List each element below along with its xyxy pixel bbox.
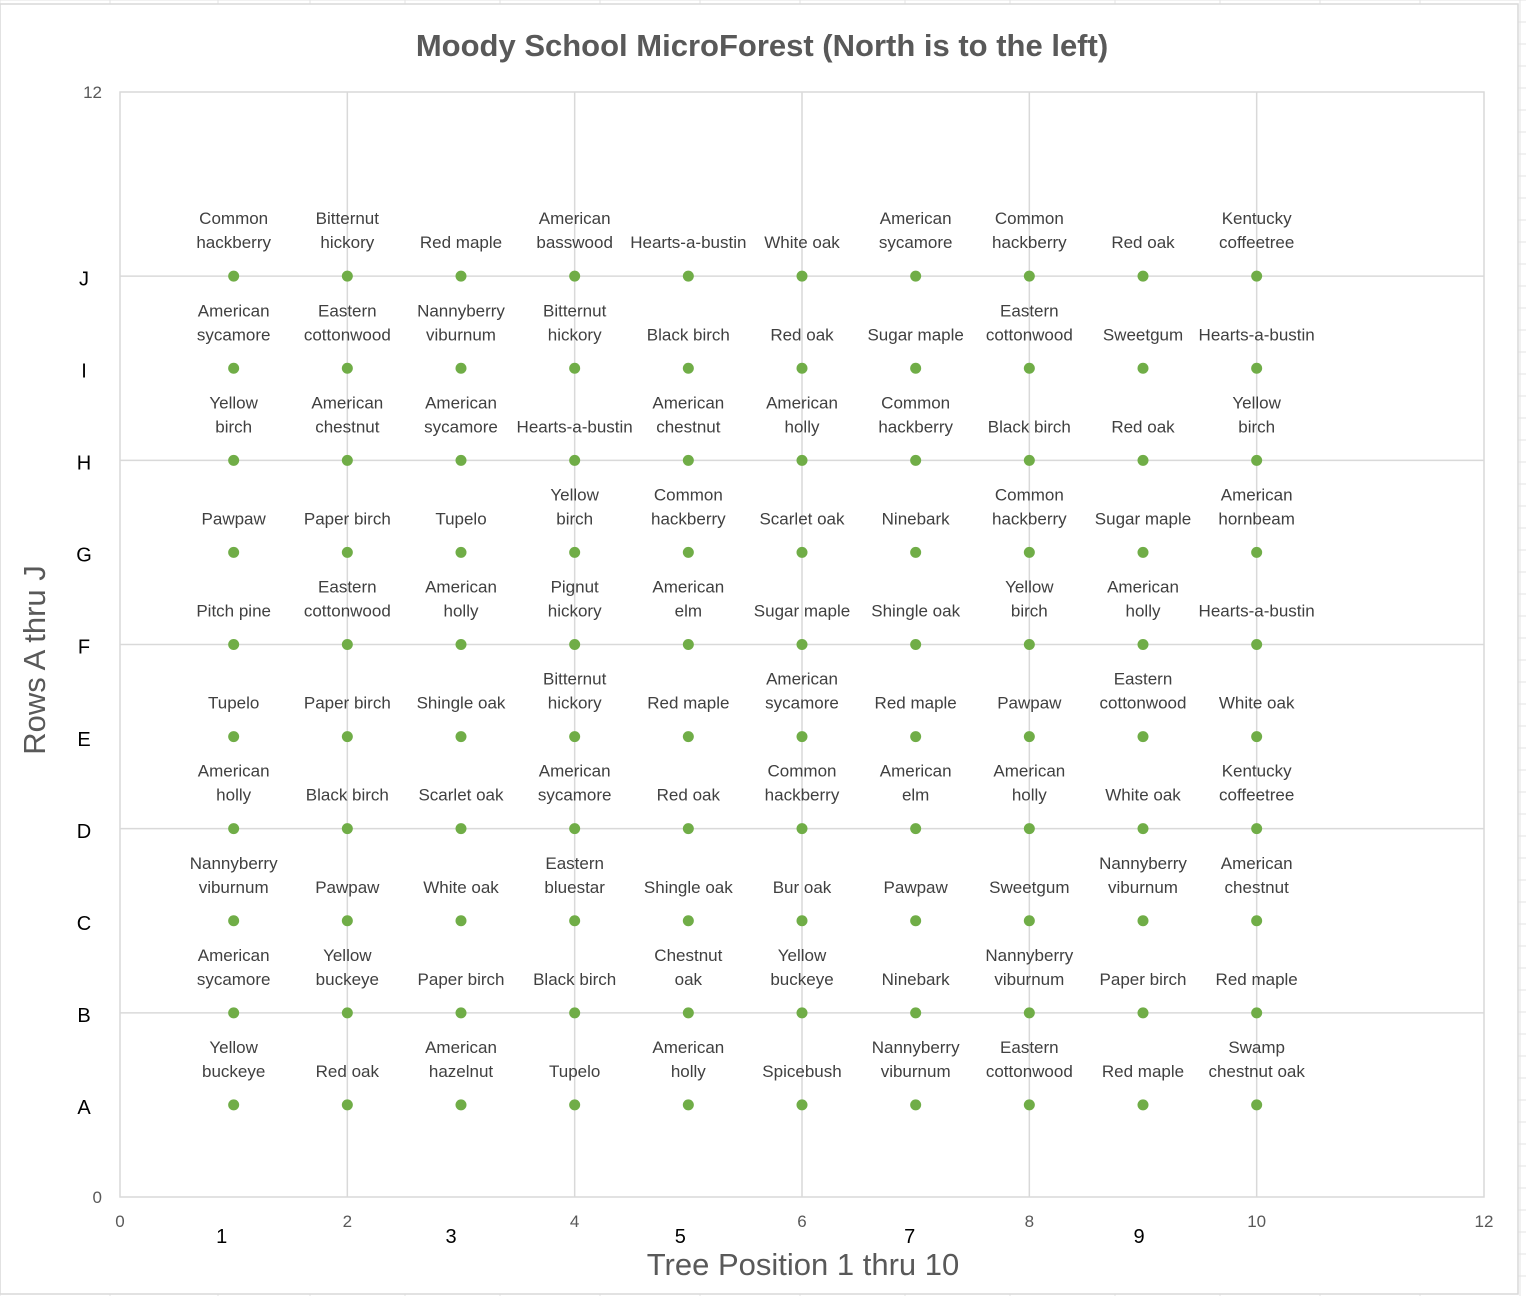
tree-marker bbox=[569, 1099, 580, 1110]
tree-label: Nannyberry viburnum bbox=[1099, 853, 1187, 897]
tree-label: Sugar maple bbox=[753, 601, 851, 621]
row-letter-label: B bbox=[77, 1005, 91, 1028]
tree-label: Red maple bbox=[419, 233, 503, 253]
tree-marker bbox=[797, 455, 808, 466]
tree-marker bbox=[569, 547, 580, 558]
tree-marker bbox=[569, 363, 580, 374]
tree-label: American elm bbox=[879, 761, 952, 805]
tree-label: American chestnut bbox=[311, 393, 384, 437]
tree-label: American elm bbox=[652, 577, 725, 621]
tree-label: Paper birch bbox=[417, 969, 505, 989]
tree-marker bbox=[1024, 455, 1035, 466]
tree-label: Black birch bbox=[305, 785, 389, 805]
tree-marker bbox=[1251, 547, 1262, 558]
tree-label: Common hackberry bbox=[651, 485, 726, 529]
tree-label: Nannyberry viburnum bbox=[417, 301, 505, 345]
tree-label: American holly bbox=[993, 761, 1066, 805]
tree-marker bbox=[456, 823, 467, 834]
tree-marker bbox=[1138, 915, 1149, 926]
tree-label: Hearts-a-bustin bbox=[1198, 325, 1315, 345]
tree-marker bbox=[569, 271, 580, 282]
row-letter-label: C bbox=[76, 912, 92, 935]
tree-marker bbox=[228, 363, 239, 374]
tree-label: Pitch pine bbox=[196, 601, 272, 621]
tree-label: Pawpaw bbox=[997, 693, 1062, 713]
tree-marker bbox=[342, 823, 353, 834]
tree-marker bbox=[456, 1099, 467, 1110]
tree-marker bbox=[342, 363, 353, 374]
tree-label: Yellow buckeye bbox=[202, 1037, 266, 1081]
tree-label: Red maple bbox=[647, 693, 730, 713]
tree-label: Scarlet oak bbox=[418, 785, 504, 805]
tree-marker bbox=[228, 639, 239, 650]
y-axis-label: Rows A thru J bbox=[17, 565, 52, 755]
column-number-label: 9 bbox=[1133, 1226, 1145, 1248]
chart-frame bbox=[0, 4, 1518, 1294]
tree-marker bbox=[342, 547, 353, 558]
tree-marker bbox=[910, 455, 921, 466]
tree-label: Common hackberry bbox=[764, 761, 840, 805]
tree-marker bbox=[683, 1099, 694, 1110]
tree-label: White oak bbox=[423, 877, 499, 897]
tree-marker bbox=[910, 915, 921, 926]
tree-label: Hearts-a-bustin bbox=[516, 417, 633, 437]
tree-label: American holly bbox=[652, 1037, 725, 1081]
tree-marker bbox=[456, 455, 467, 466]
x-tick-label: 12 bbox=[1474, 1212, 1494, 1231]
row-letter-label: I bbox=[81, 360, 87, 383]
tree-marker bbox=[456, 1007, 467, 1018]
tree-marker bbox=[228, 455, 239, 466]
tree-marker bbox=[456, 547, 467, 558]
tree-label: Ninebark bbox=[881, 509, 950, 529]
tree-marker bbox=[456, 363, 467, 374]
tree-label: Sugar maple bbox=[1094, 509, 1192, 529]
tree-marker bbox=[797, 1099, 808, 1110]
tree-label: Bur oak bbox=[772, 877, 832, 897]
tree-label: Nannyberry viburnum bbox=[871, 1037, 960, 1081]
tree-marker bbox=[1024, 823, 1035, 834]
row-letter-label: F bbox=[77, 636, 91, 659]
tree-label: White oak bbox=[1105, 785, 1181, 805]
x-tick-label: 10 bbox=[1247, 1212, 1267, 1231]
tree-label: Yellow buckeye bbox=[770, 945, 834, 989]
tree-marker bbox=[1024, 639, 1035, 650]
tree-label: Red oak bbox=[315, 1061, 379, 1081]
tree-marker bbox=[797, 271, 808, 282]
tree-marker bbox=[228, 1007, 239, 1018]
tree-marker bbox=[1138, 363, 1149, 374]
tree-label: Kentucky coffeetree bbox=[1219, 761, 1295, 805]
tree-label: Yellow buckeye bbox=[315, 945, 379, 989]
tree-label: Bitternut hickory bbox=[315, 209, 379, 253]
tree-label: Tupelo bbox=[207, 693, 260, 713]
column-number-label: 5 bbox=[674, 1226, 686, 1248]
tree-marker bbox=[342, 1099, 353, 1110]
tree-label: Common hackberry bbox=[196, 209, 271, 253]
tree-marker bbox=[797, 363, 808, 374]
tree-marker bbox=[569, 915, 580, 926]
tree-marker bbox=[1024, 547, 1035, 558]
y-tick-label: 0 bbox=[92, 1188, 102, 1207]
tree-label: Nannyberry viburnum bbox=[189, 853, 278, 897]
tree-marker bbox=[1251, 271, 1262, 282]
tree-marker bbox=[683, 455, 694, 466]
x-tick-label: 6 bbox=[797, 1212, 807, 1231]
row-letter-label: H bbox=[76, 452, 92, 475]
tree-label: American sycamore bbox=[765, 669, 839, 713]
tree-label: Sugar maple bbox=[867, 325, 964, 345]
tree-label: Eastern cottonwood bbox=[985, 1037, 1073, 1081]
row-letter-label: G bbox=[76, 544, 92, 567]
tree-label: Red oak bbox=[770, 325, 834, 345]
tree-label: Yellow birch bbox=[550, 485, 599, 529]
tree-label: Red maple bbox=[874, 693, 957, 713]
tree-marker bbox=[910, 731, 921, 742]
tree-marker bbox=[1251, 1099, 1262, 1110]
tree-marker bbox=[456, 639, 467, 650]
tree-label: Pawpaw bbox=[201, 509, 266, 529]
tree-marker bbox=[228, 823, 239, 834]
x-tick-label: 0 bbox=[115, 1212, 125, 1231]
tree-marker bbox=[228, 731, 239, 742]
tree-marker bbox=[910, 639, 921, 650]
tree-label: Common hackberry bbox=[992, 485, 1067, 529]
tree-label: American hazelnut bbox=[425, 1037, 497, 1081]
tree-label: White oak bbox=[1218, 693, 1295, 713]
x-tick-label: 2 bbox=[342, 1212, 353, 1231]
tree-marker bbox=[797, 639, 808, 650]
chart-title: Moody School MicroForest (North is to the left) bbox=[415, 28, 1109, 63]
tree-marker bbox=[797, 915, 808, 926]
tree-marker bbox=[1251, 639, 1262, 650]
tree-marker bbox=[456, 271, 467, 282]
tree-label: Eastern cottonwood bbox=[303, 577, 391, 621]
tree-marker bbox=[569, 455, 580, 466]
tree-label: Pawpaw bbox=[315, 877, 380, 897]
tree-label: Red oak bbox=[1111, 417, 1175, 437]
tree-label: Sweetgum bbox=[1102, 325, 1184, 345]
tree-marker bbox=[228, 547, 239, 558]
tree-label: Chestnut oak bbox=[654, 945, 723, 989]
tree-marker bbox=[1138, 639, 1149, 650]
tree-label: American holly bbox=[1107, 577, 1179, 621]
x-tick-label: 8 bbox=[1024, 1212, 1035, 1231]
tree-label: Red maple bbox=[1215, 969, 1298, 989]
row-letter-label: D bbox=[76, 820, 92, 843]
tree-label: Black birch bbox=[646, 325, 730, 345]
tree-label: American hornbeam bbox=[1218, 485, 1295, 529]
tree-label: Eastern bluestar bbox=[544, 853, 605, 897]
tree-marker bbox=[342, 1007, 353, 1018]
tree-marker bbox=[1138, 547, 1149, 558]
tree-label: Paper birch bbox=[303, 693, 391, 713]
tree-marker bbox=[1138, 455, 1149, 466]
tree-label: Pawpaw bbox=[883, 877, 948, 897]
tree-label: American sycamore bbox=[424, 393, 498, 437]
tree-marker bbox=[683, 915, 694, 926]
tree-marker bbox=[797, 731, 808, 742]
tree-marker bbox=[910, 823, 921, 834]
tree-marker bbox=[683, 363, 694, 374]
tree-marker bbox=[910, 271, 921, 282]
tree-label: American sycamore bbox=[537, 761, 612, 805]
tree-marker bbox=[683, 731, 694, 742]
tree-marker bbox=[456, 915, 467, 926]
tree-label: American chestnut bbox=[652, 393, 725, 437]
x-axis-label: Tree Position 1 thru 10 bbox=[646, 1247, 960, 1282]
column-number-label: 1 bbox=[216, 1226, 228, 1248]
tree-label: American basswood bbox=[536, 209, 613, 253]
tree-label: Kentucky coffeetree bbox=[1219, 209, 1295, 253]
tree-label: Yellow birch bbox=[1232, 393, 1281, 437]
tree-marker bbox=[1251, 455, 1262, 466]
tree-marker bbox=[797, 823, 808, 834]
tree-marker bbox=[1024, 915, 1035, 926]
tree-label: Bitternut hickory bbox=[543, 301, 607, 345]
tree-marker bbox=[228, 271, 239, 282]
tree-label: Scarlet oak bbox=[759, 509, 845, 529]
tree-marker bbox=[569, 731, 580, 742]
tree-marker bbox=[797, 1007, 808, 1018]
tree-label: Ninebark bbox=[881, 969, 950, 989]
tree-marker bbox=[1251, 1007, 1262, 1018]
tree-marker bbox=[1138, 731, 1149, 742]
tree-marker bbox=[342, 731, 353, 742]
tree-marker bbox=[910, 1099, 921, 1110]
tree-label: Red oak bbox=[1111, 233, 1175, 253]
tree-marker bbox=[683, 1007, 694, 1018]
tree-label: American sycamore bbox=[196, 301, 271, 345]
tree-label: Paper birch bbox=[303, 509, 391, 529]
tree-marker bbox=[456, 731, 467, 742]
tree-label: Eastern cottonwood bbox=[1099, 669, 1187, 713]
column-number-label: 3 bbox=[445, 1226, 457, 1248]
tree-label: American holly bbox=[197, 761, 270, 805]
tree-marker bbox=[1138, 1099, 1149, 1110]
tree-marker bbox=[683, 639, 694, 650]
tree-label: Shingle oak bbox=[871, 601, 961, 621]
x-tick-label: 4 bbox=[569, 1212, 580, 1231]
tree-label: Spicebush bbox=[762, 1061, 842, 1081]
row-letter-label: J bbox=[79, 268, 89, 291]
tree-marker bbox=[342, 639, 353, 650]
tree-marker bbox=[1024, 363, 1035, 374]
tree-marker bbox=[1024, 1007, 1035, 1018]
row-letter-label: E bbox=[77, 728, 91, 751]
tree-marker bbox=[910, 363, 921, 374]
tree-label: Tupelo bbox=[548, 1061, 601, 1081]
tree-marker bbox=[569, 1007, 580, 1018]
tree-label: American holly bbox=[425, 577, 497, 621]
tree-label: Red oak bbox=[656, 785, 720, 805]
tree-marker bbox=[228, 915, 239, 926]
tree-label: Yellow birch bbox=[1005, 577, 1054, 621]
column-number-label: 7 bbox=[904, 1226, 916, 1248]
tree-label: Swamp chestnut oak bbox=[1208, 1037, 1305, 1081]
tree-marker bbox=[342, 915, 353, 926]
tree-label: Bitternut hickory bbox=[543, 669, 607, 713]
tree-label: Black birch bbox=[987, 417, 1071, 437]
tree-label: Paper birch bbox=[1099, 969, 1187, 989]
tree-label: American holly bbox=[766, 393, 838, 437]
tree-marker bbox=[910, 1007, 921, 1018]
tree-marker bbox=[1138, 1007, 1149, 1018]
tree-marker bbox=[1251, 731, 1262, 742]
tree-label: Common hackberry bbox=[992, 209, 1067, 253]
tree-marker bbox=[569, 823, 580, 834]
tree-marker bbox=[1251, 915, 1262, 926]
tree-label: Hearts-a-bustin bbox=[630, 233, 747, 253]
tree-label: American sycamore bbox=[878, 209, 953, 253]
y-tick-label: 12 bbox=[83, 83, 102, 102]
tree-marker bbox=[683, 547, 694, 558]
tree-marker bbox=[342, 271, 353, 282]
tree-label: Red maple bbox=[1101, 1061, 1185, 1081]
tree-marker bbox=[1024, 731, 1035, 742]
tree-label: Eastern cottonwood bbox=[303, 301, 391, 345]
tree-marker bbox=[1251, 823, 1262, 834]
tree-label: Hearts-a-bustin bbox=[1198, 601, 1315, 621]
tree-label: Tupelo bbox=[435, 509, 487, 529]
tree-marker bbox=[910, 547, 921, 558]
tree-label: American chestnut bbox=[1220, 853, 1293, 897]
tree-label: White oak bbox=[764, 233, 840, 253]
tree-label: Pignut hickory bbox=[547, 577, 602, 621]
row-letter-label: A bbox=[77, 1097, 91, 1120]
tree-label: Sweetgum bbox=[989, 877, 1070, 897]
tree-label: American sycamore bbox=[196, 945, 271, 989]
tree-marker bbox=[683, 823, 694, 834]
tree-marker bbox=[1138, 271, 1149, 282]
tree-marker bbox=[1251, 363, 1262, 374]
tree-label: Yellow birch bbox=[209, 393, 258, 437]
tree-marker bbox=[683, 271, 694, 282]
tree-label: Nannyberry viburnum bbox=[985, 945, 1074, 989]
tree-label: Common hackberry bbox=[878, 393, 953, 437]
tree-label: Shingle oak bbox=[643, 877, 733, 897]
tree-marker bbox=[228, 1099, 239, 1110]
tree-marker bbox=[1138, 823, 1149, 834]
tree-label: Shingle oak bbox=[416, 693, 506, 713]
tree-marker bbox=[569, 639, 580, 650]
tree-marker bbox=[797, 547, 808, 558]
tree-marker bbox=[1024, 271, 1035, 282]
tree-label: Eastern cottonwood bbox=[985, 301, 1073, 345]
tree-marker bbox=[342, 455, 353, 466]
tree-label: Black birch bbox=[533, 969, 617, 989]
tree-marker bbox=[1024, 1099, 1035, 1110]
